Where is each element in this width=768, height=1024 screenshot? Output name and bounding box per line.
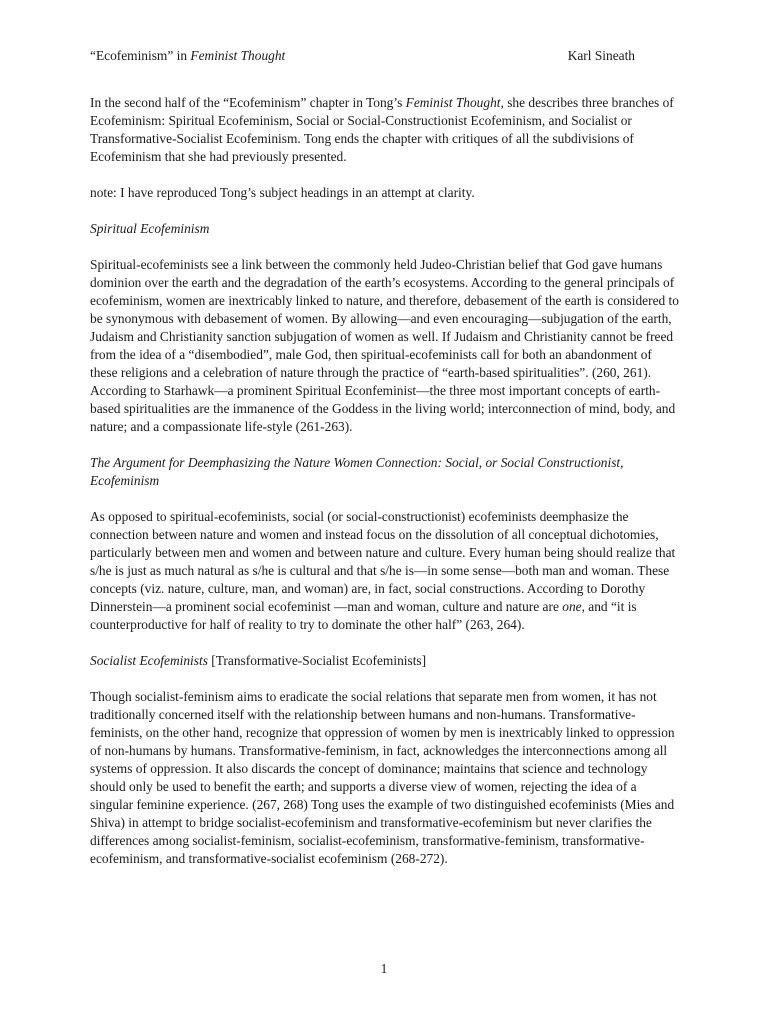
intro-book-title: Feminist Thought: [405, 95, 501, 110]
intro-part1: In the second half of the “Ecofeminism” chapter in Tong’s: [90, 95, 406, 110]
section-paragraph-socialist: Though socialist-feminism aims to eradicate the social relations that separate men from women, it has not traditionally concerned itself with the relationship between humans and non-humans. Transformative-feminists, on the other hand, recognize that oppression of women by men is inextricably linked to oppression of non-humans by humans. Transformative-feminism, in fact, acknowledges the interconnections among all systems of oppression. It also discards the concept of dominance; maintains that science and technology should only be used to benefit the earth; and supports a diverse view of women, rejecting the idea of a singular feminine experience. (267, 268) Tong uses the example of two distinguished ecofeminists (Mies and Shiva) in attempt to bridge socialist-ecofeminism and transformative-ecofeminism but never clarifies the differences among socialist-feminism, socialist-ecofeminism, transformative-feminism, transformative-ecofeminism, and transformative-socialist ecofeminism (268-272).: [90, 689, 675, 866]
note-paragraph: note: I have reproduced Tong’s subject headings in an attempt at clarity.: [90, 185, 475, 200]
section-paragraph-social: [90, 508, 680, 634]
socialist-heading-plain: [Transformative-Socialist Ecofeminists]: [207, 653, 427, 668]
header-title-book: Feminist Thought: [190, 48, 286, 63]
section-heading-socialist: [90, 652, 680, 670]
page-number: 1: [380, 961, 388, 976]
section-paragraph-spiritual: Spiritual-ecofeminists see a link between the commonly held Judeo-Christian belief that God gave humans dominion over the earth and the degradation of the earth’s ecosystems. According to the general principals of ecofeminism, women are inextricably linked to nature, and therefore, debasement of the earth is considered to be synonymous with debasement of women. By allowing—and even encouraging—subjugation of the earth, Judaism and Christianity sanction subjugation of women as well. If Judaism and Christianity cannot be freed from the idea of a “disembodied”, male God, then spiritual-ecofeminists call for both an abandonment of these religions and a celebration of nature through the practice of “earth-based spiritualities”. (260, 261). According to Starhawk—a prominent Spiritual Econfeminist—the three most important concepts of earth-based spiritualities are the immanence of the Goddess in the living world; interconnection of mind, body, and nature; and a compassionate life-style (261-263).: [90, 257, 679, 434]
page-header: [90, 47, 635, 65]
document-body: [90, 94, 680, 886]
header-title: [90, 47, 285, 65]
header-title-quote: “Ecofeminism” in: [90, 48, 191, 63]
social-text-part2: , and “it is counterproductive for half of reality to try to dominate the other half” (263, 264).: [90, 599, 637, 632]
section-heading-spiritual: Spiritual Ecofeminism: [90, 221, 210, 236]
social-text-part1: As opposed to spiritual-ecofeminists, social (or social-constructionist) ecofeminists deemphasize the connection between nature and women and instead focus on the dissolution of all conceptual dichotomies, particularly between men and women and between nature and culture. Every human being should realize that s/he is just as much natural as s/he is cultural and that s/he is—in some sense—both man and woman. These concepts (viz. nature, culture, man, and woman) are, in fact, social constructions. According to Dorothy Dinnerstein—a prominent social ecofeminist —man and woman, culture and nature are: [90, 509, 676, 614]
social-text-emphasis: one: [562, 599, 582, 614]
socialist-heading-italic: Socialist Ecofeminists: [90, 653, 208, 668]
header-author: Karl Sineath: [567, 48, 635, 63]
intro-part2: , she describes three branches of Ecofeminism: Spiritual Ecofeminism, Social or Social-Constructionist Ecofeminism, and Socialist or Transformative-Socialist Ecofeminism. Tong ends the chapter with critiques of all the subdivisions of Ecofeminism that she had previously presented.: [90, 95, 674, 164]
intro-paragraph: [90, 94, 680, 166]
section-heading-social: The Argument for Deemphasizing the Nature Women Connection: Social, or Social Constructionist, Ecofeminism: [90, 455, 624, 488]
